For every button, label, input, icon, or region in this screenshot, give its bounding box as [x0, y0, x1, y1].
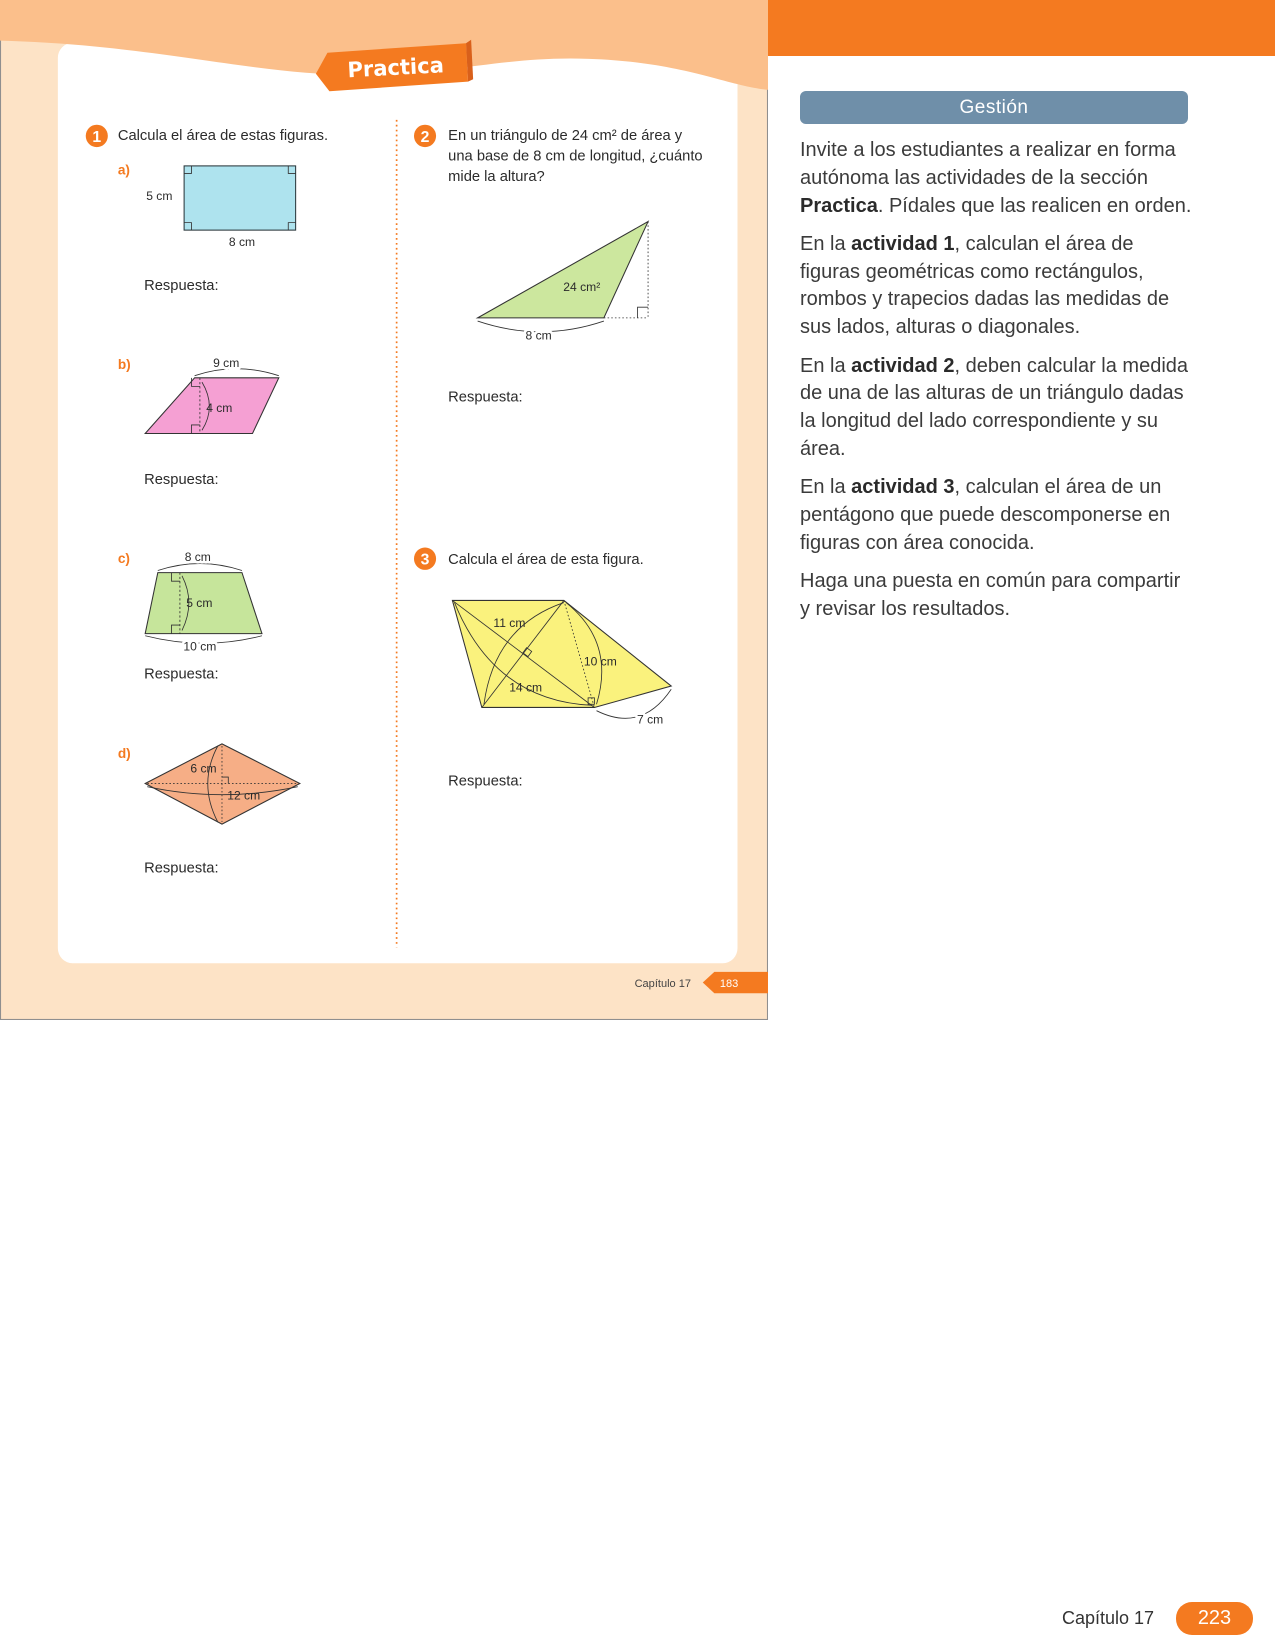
rectangle-height-label: 5 cm — [146, 189, 173, 204]
triangle-area-label: 24 cm² — [563, 280, 601, 295]
trapezoid-bottom-base-label: 10 cm — [183, 639, 217, 654]
paragraph-text: Invite a los estudiantes a realizar en forma autónoma las actividades de la sección — [800, 139, 1176, 189]
student-page-canvas — [0, 0, 768, 1020]
gestion-header — [800, 91, 1188, 124]
answer-label-d: Respuesta: — [144, 860, 219, 877]
problem-prompt-line: mide la altura? — [448, 168, 545, 185]
footer-page-number: 223 — [1176, 1602, 1253, 1635]
rhombus-long-diagonal-label: 12 cm — [227, 788, 261, 803]
problem-number: 2 — [420, 128, 430, 146]
paragraph-text: , deben calcular la medida de una de las alturas de un triángulo dadas la longitud del lado correspondiente y su área. — [800, 354, 1189, 460]
gestion-title: Gestión — [959, 97, 1029, 118]
practica-tab-label: Practica — [346, 53, 445, 84]
paragraph-bold-term: actividad 3 — [851, 476, 955, 499]
student-page — [0, 0, 768, 1020]
pentagon-label-11: 11 cm — [493, 616, 526, 631]
guide-paragraph-5 — [800, 568, 1192, 624]
content-card — [58, 43, 738, 963]
problem-prompt: Calcula el área de esta figura. — [448, 551, 644, 569]
answer-label-3: Respuesta: — [448, 773, 523, 790]
part-d-label: d) — [117, 745, 131, 761]
triangle-base-label: 8 cm — [525, 328, 552, 343]
part-b-label: b) — [117, 357, 131, 373]
paragraph-text: En la — [800, 232, 852, 255]
gestion-text — [800, 137, 1192, 634]
problem-number: 1 — [92, 128, 102, 146]
guide-paragraph-4 — [800, 474, 1192, 557]
top-orange-band — [768, 0, 1275, 56]
paragraph-bold-term: actividad 1 — [851, 232, 955, 255]
paragraph-text: Haga una puesta en común para compartir y revisar los resultados. — [800, 570, 1181, 620]
answer-label-2: Respuesta: — [448, 389, 523, 406]
parallelogram-base-label: 9 cm — [213, 356, 240, 371]
paragraph-bold-term: Practica — [800, 194, 878, 217]
pentagon-label-10: 10 cm — [583, 654, 617, 669]
rhombus-short-diagonal-label: 6 cm — [190, 761, 217, 776]
problem-number: 3 — [420, 551, 430, 569]
paragraph-text: , calculan el área de un pentágono que puede descomponerse en figuras con área conocida. — [800, 476, 1171, 554]
trapezoid-height-label: 5 cm — [186, 595, 213, 610]
answer-label-b: Respuesta: — [144, 471, 219, 488]
pentagon-label-7: 7 cm — [637, 712, 664, 727]
rectangle-base-label: 8 cm — [228, 235, 256, 250]
footer-chapter: Capítulo 17 — [1062, 1608, 1155, 1628]
trapezoid-top-base-label: 8 cm — [184, 549, 211, 564]
student-page-chapter: Capítulo 17 — [634, 977, 692, 990]
pentagon-label-14: 14 cm — [509, 680, 543, 695]
answer-label-a: Respuesta: — [144, 277, 219, 295]
student-page-number: 183 — [719, 977, 739, 990]
problem-prompt: Calcula el área de estas figuras. — [117, 128, 329, 145]
guide-paragraph-2 — [800, 231, 1192, 342]
answer-label-c: Respuesta: — [144, 666, 219, 683]
paragraph-text: En la — [800, 354, 852, 377]
parallelogram-height-label: 4 cm — [206, 400, 233, 416]
problem-prompt-line: En un triángulo de 24 cm² de área y — [448, 128, 683, 145]
guide-paragraph-3 — [800, 353, 1192, 464]
guide-paragraph-1 — [800, 137, 1192, 220]
paragraph-bold-term: actividad 2 — [851, 354, 955, 377]
paragraph-text: . Pídales que las realicen en orden. — [877, 194, 1192, 217]
paragraph-text: , calculan el área de figuras geométricas como rectángulos, rombos y trapecios dadas las medidas de sus lados, alturas o diagonales. — [800, 232, 1170, 339]
rectangle-figure — [184, 166, 296, 230]
part-a-label: a) — [117, 162, 130, 178]
paragraph-text: En la — [800, 476, 852, 499]
part-c-label: c) — [117, 550, 130, 567]
problem-prompt-line: una base de 8 cm de longitud, ¿cuánto — [448, 148, 703, 165]
